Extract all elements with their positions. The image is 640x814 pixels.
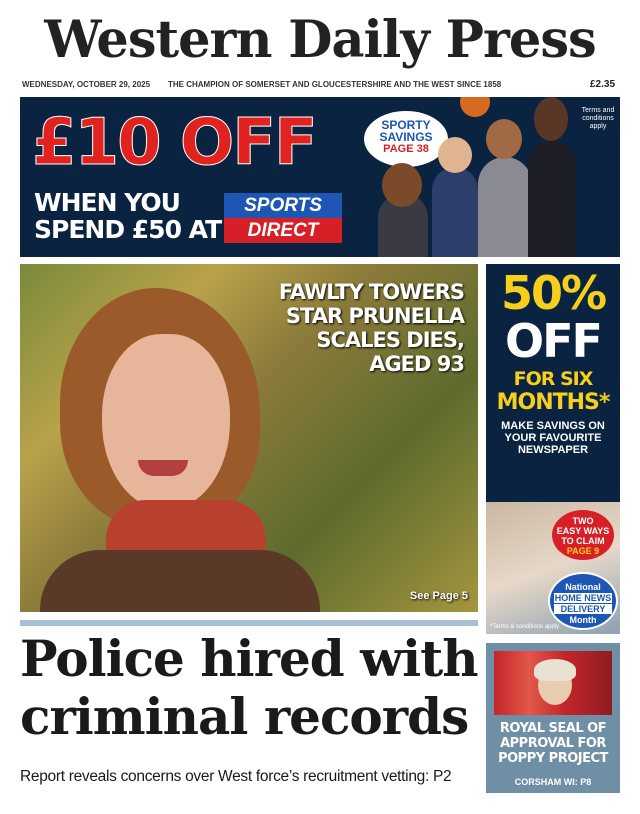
side-ad-terms: *Terms & conditions apply [490, 624, 560, 630]
banner-terms: Terms and conditions apply [581, 107, 615, 130]
masthead-tagline: THE CHAMPION OF SOMERSET AND GLOUCESTERSHIRE AND THE WEST SINCE 1858 [168, 80, 502, 89]
royal-hair [534, 659, 576, 681]
main-story-headline: FAWLTY TOWERS STAR PRUNELLA SCALES DIES, AGED 93 [278, 280, 464, 376]
two-ways-badge[interactable] [552, 510, 614, 560]
subscription-ad[interactable] [486, 264, 620, 634]
kids-photo [360, 97, 576, 257]
nhnd-line-3: DELIVERY [554, 604, 612, 614]
badge-line-1: SPORTY [381, 118, 431, 132]
nhnd-line-2: HOME NEWS [554, 593, 612, 603]
banner-line-1: WHEN YOU [34, 188, 180, 217]
portrait-coat [40, 550, 320, 612]
two-ways-line-1: TWO [572, 516, 594, 526]
nhnd-line-4: Month [569, 615, 597, 625]
royal-photo [494, 651, 612, 715]
section-divider [20, 620, 478, 626]
royal-promo-title: ROYAL SEAL OF APPROVAL FOR POPPY PROJECT [498, 721, 608, 766]
banner-discount: £10 OFF [32, 106, 316, 180]
ad-six: FOR SIX [513, 368, 593, 390]
sports-direct-banner[interactable] [20, 97, 620, 257]
portrait-face [102, 334, 230, 510]
couple-photo [486, 502, 620, 634]
home-news-delivery-badge [548, 572, 618, 630]
two-ways-line-3: TO CLAIM [561, 536, 605, 546]
ad-off: OFF [505, 314, 601, 368]
cover-price: £2.35 [590, 79, 616, 90]
lead-headline-line-1: Police hired with [20, 629, 478, 688]
nhnd-line-1: National [565, 582, 601, 592]
two-ways-page: PAGE 9 [566, 546, 600, 556]
lead-headline[interactable] [20, 630, 480, 746]
two-ways-line-2: EASY WAYS [556, 526, 610, 536]
see-page-link[interactable]: See Page 5 [409, 590, 468, 602]
royal-promo[interactable] [486, 643, 620, 793]
logo-bottom-text: DIRECT [224, 218, 342, 243]
ad-savings-text: MAKE SAVINGS ON YOUR FAVOURITE NEWSPAPER [501, 420, 605, 456]
issue-date: WEDNESDAY, OCTOBER 29, 2025 [22, 80, 151, 89]
masthead-title: Western Daily Press [44, 10, 596, 70]
banner-condition [34, 189, 234, 243]
sports-direct-logo [224, 193, 342, 243]
banner-line-2: SPEND £50 AT [34, 215, 222, 244]
basketball-icon [460, 97, 490, 117]
badge-line-2: SAVINGS [379, 130, 433, 144]
royal-promo-footer: CORSHAM WI: P8 [514, 777, 592, 787]
badge-page: PAGE 38 [383, 143, 429, 155]
lead-standfirst: Report reveals concerns over West force’s recruitment vetting: P2 [20, 768, 452, 785]
logo-top-text: SPORTS [224, 193, 342, 218]
ad-percentage: 50% [500, 266, 606, 320]
main-story-photo[interactable] [20, 264, 478, 612]
ad-months: MONTHS* [496, 390, 610, 415]
lead-headline-line-2: criminal records [20, 687, 469, 746]
